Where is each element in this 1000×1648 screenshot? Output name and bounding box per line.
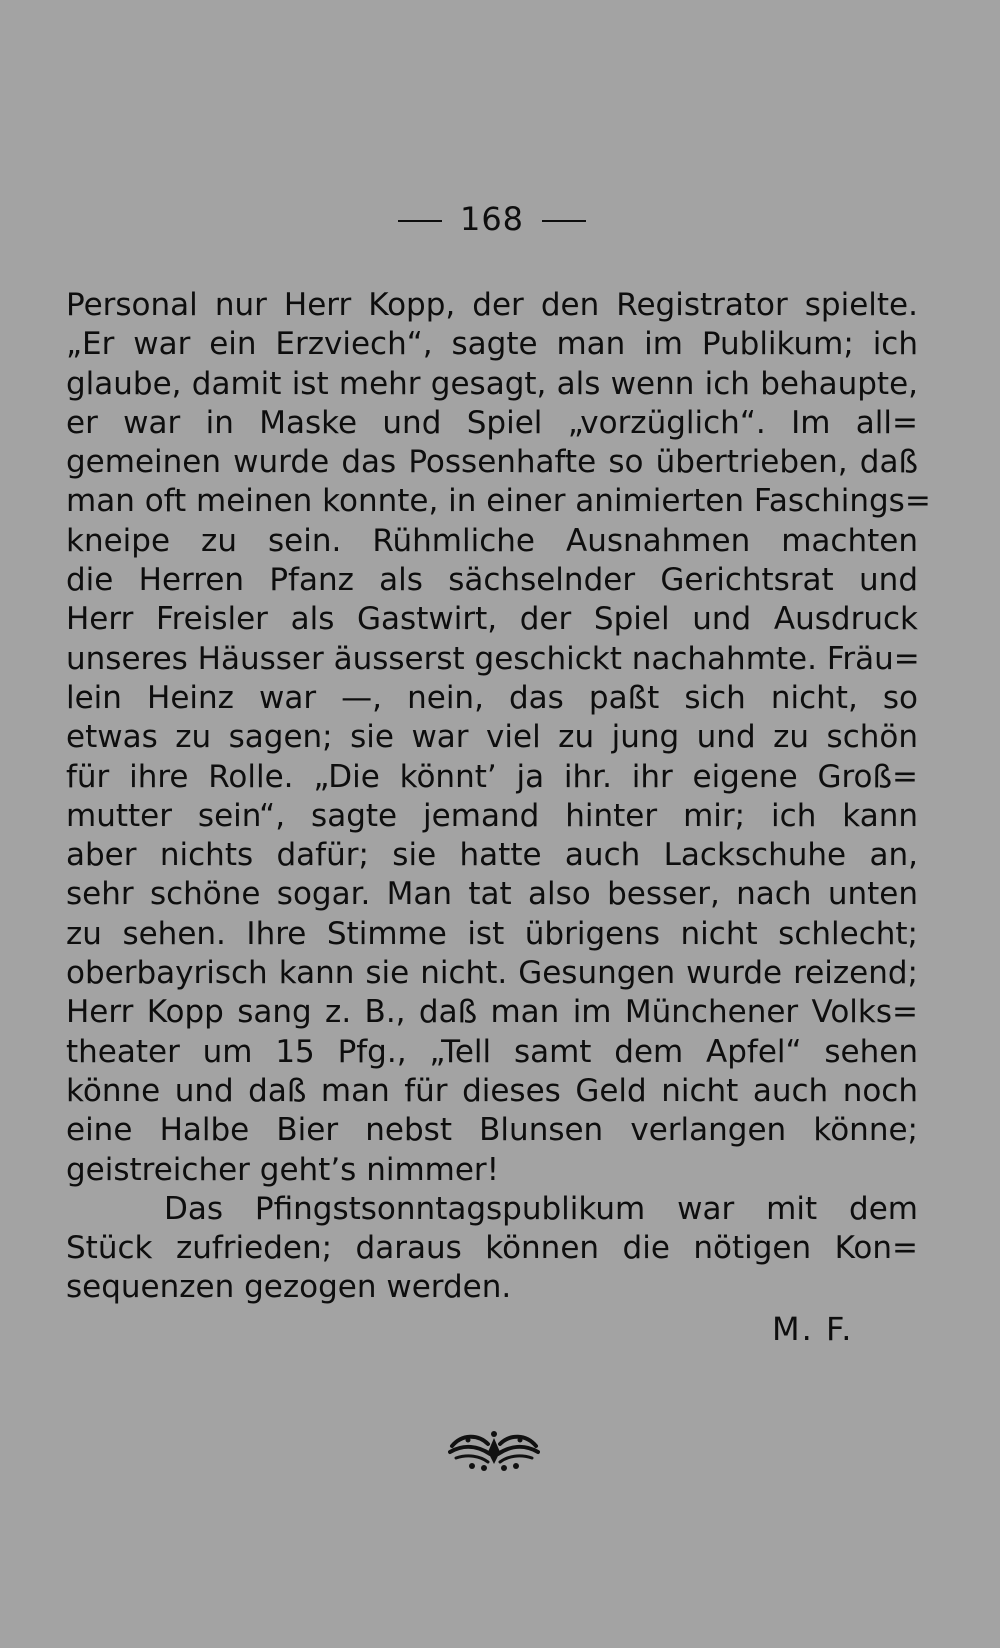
text-line: Herr Kopp sang z. B., daß man im Münchener Volks= — [66, 994, 918, 1031]
text-line: eine Halbe Bier nebst Blunsen verlangen könne; — [66, 1112, 918, 1149]
text-line: unseres Häusser äusserst geschickt nachahmte. Fräu= — [66, 640, 920, 677]
text-line: er war in Maske und Spiel „vorzüglich“. Im all= — [66, 404, 918, 441]
text-line: sequenzen gezogen werden. — [66, 1269, 512, 1306]
text-line: Stück zufrieden; daraus können die nötigen Kon= — [66, 1230, 918, 1267]
text-line: kneipe zu sein. Rühmliche Ausnahmen machten — [66, 522, 918, 559]
text-line: zu sehen. Ihre Stimme ist übrigens nicht schlecht; — [66, 915, 918, 952]
text-line: die Herren Pfanz als sächselnder Gerichtsrat und — [66, 562, 918, 599]
text-line: etwas zu sagen; sie war viel zu jung und zu schön — [66, 719, 918, 756]
text-line: Personal nur Herr Kopp, der den Registrator spielte. — [66, 287, 918, 323]
text-line: für ihre Rolle. „Die könnt’ ja ihr. ihr eigene Groß= — [66, 758, 918, 795]
text-line: oberbayrisch kann sie nicht. Gesungen wurde reizend; — [66, 955, 918, 992]
text-line: Das Pfingstsonntagspublikum war mit dem — [164, 1190, 918, 1227]
text-line: Herr Freisler als Gastwirt, der Spiel und Ausdruck — [66, 601, 918, 638]
text-line: aber nichts dafür; sie hatte auch Lackschuhe an, — [66, 837, 918, 874]
text-line: theater um 15 Pfg., „Tell samt dem Apfel“ sehen — [66, 1033, 918, 1070]
signature: M. F. — [772, 1310, 854, 1348]
text-line: lein Heinz war —, nein, das paßt sich nicht, so — [66, 679, 918, 716]
text-line: man oft meinen konnte, in einer animierten Faschings= — [66, 483, 931, 520]
text-line: „Er war ein Erzviech“, sagte man im Publikum; ich — [66, 326, 918, 363]
dash-right — [542, 220, 586, 222]
text-line: sehr schöne sogar. Man tat also besser, nach unten — [66, 876, 918, 913]
floral-ornament-icon — [448, 1424, 540, 1472]
dash-left — [398, 220, 442, 222]
text-line: geistreicher geht’s nimmer! — [66, 1151, 500, 1188]
text-line: könne und daß man für dieses Geld nicht auch noch — [66, 1072, 918, 1109]
text-line: glaube, damit ist mehr gesagt, als wenn ich behaupte, — [66, 365, 918, 402]
text-line: gemeinen wurde das Possenhafte so übertrieben, daß — [66, 444, 918, 481]
body-text — [66, 286, 931, 1308]
page-number — [0, 200, 984, 238]
text-line: mutter sein“, sagte jemand hinter mir; ich kann — [66, 797, 918, 834]
page-number-value: 168 — [459, 200, 525, 238]
